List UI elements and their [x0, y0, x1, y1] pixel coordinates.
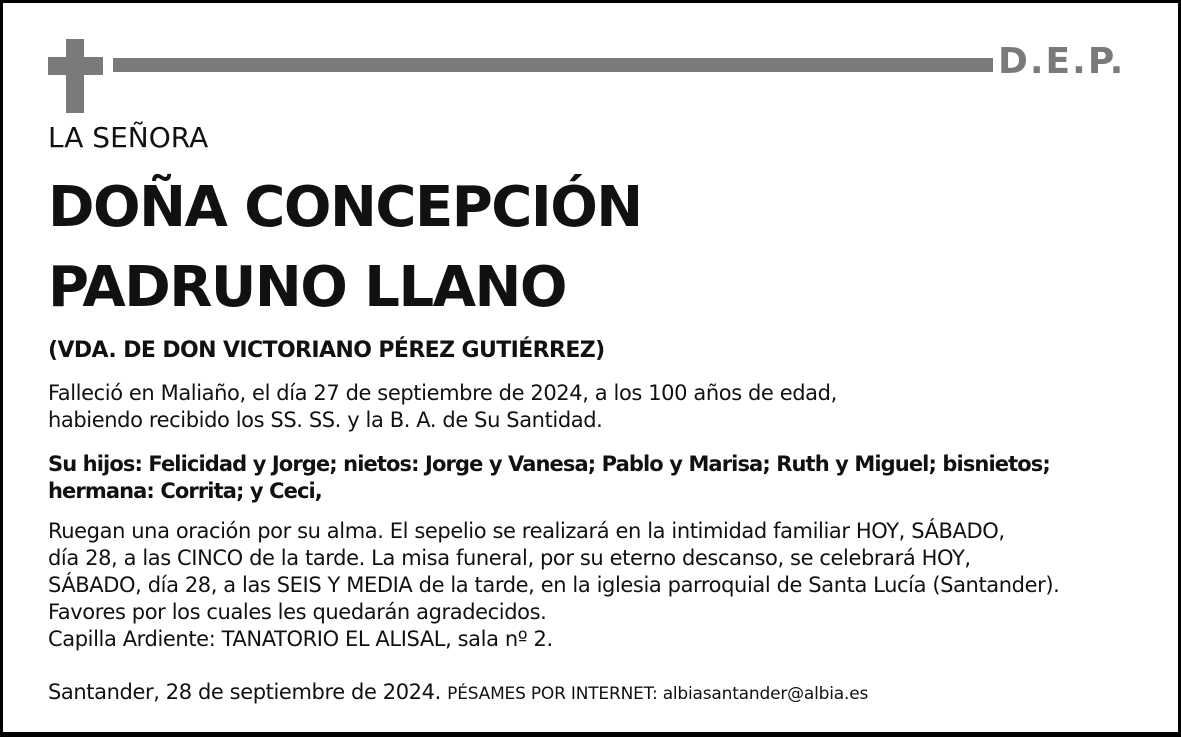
deceased-name-line-1: DOÑA CONCEPCIÓN — [48, 175, 642, 240]
dep-label: D.E.P. — [998, 41, 1126, 82]
place-date: Santander, 28 de septiembre de 2024. — [48, 680, 441, 704]
service-line: Favores por los cuales les quedarán agradecidos. — [48, 600, 547, 624]
widow-note: (VDA. DE DON VICTORIANO PÉREZ GUTIÉRREZ) — [48, 338, 605, 363]
death-info-line: Falleció en Maliaño, el día 27 de septiembre de 2024, a los 100 años de edad, — [48, 381, 837, 405]
service-info — [48, 518, 1059, 653]
family-list — [48, 451, 1050, 505]
deceased-name-line-2: PADRUNO LLANO — [48, 255, 566, 320]
family-line: hermana: Corrita; y Ceci, — [48, 479, 322, 503]
footer — [48, 679, 868, 708]
service-line: SÁBADO, día 28, a las SEIS Y MEDIA de la tarde, en la iglesia parroquial de Santa Lucía (Santander). — [48, 573, 1060, 597]
death-info — [48, 380, 837, 434]
header-rule — [113, 58, 993, 72]
death-info-line: habiendo recibido los SS. SS. y la B. A. de Su Santidad. — [48, 408, 603, 432]
service-line: Ruegan una oración por su alma. El sepelio se realizará en la intimidad familiar HOY, SÁBADO, — [48, 519, 1005, 543]
service-line: día 28, a las CINCO de la tarde. La misa funeral, por su eterno descanso, se celebrará HOY, — [48, 546, 971, 570]
title-prefix: LA SEÑORA — [48, 121, 209, 154]
family-line: Su hijos: Felicidad y Jorge; nietos: Jorge y Vanesa; Pablo y Marisa; Ruth y Miguel; bisnietos; — [48, 452, 1050, 476]
service-line: Capilla Ardiente: TANATORIO EL ALISAL, sala nº 2. — [48, 627, 553, 651]
cross-icon — [48, 39, 103, 113]
condolences-link[interactable]: PÉSAMES POR INTERNET: albiasantander@albia.es — [447, 684, 869, 704]
